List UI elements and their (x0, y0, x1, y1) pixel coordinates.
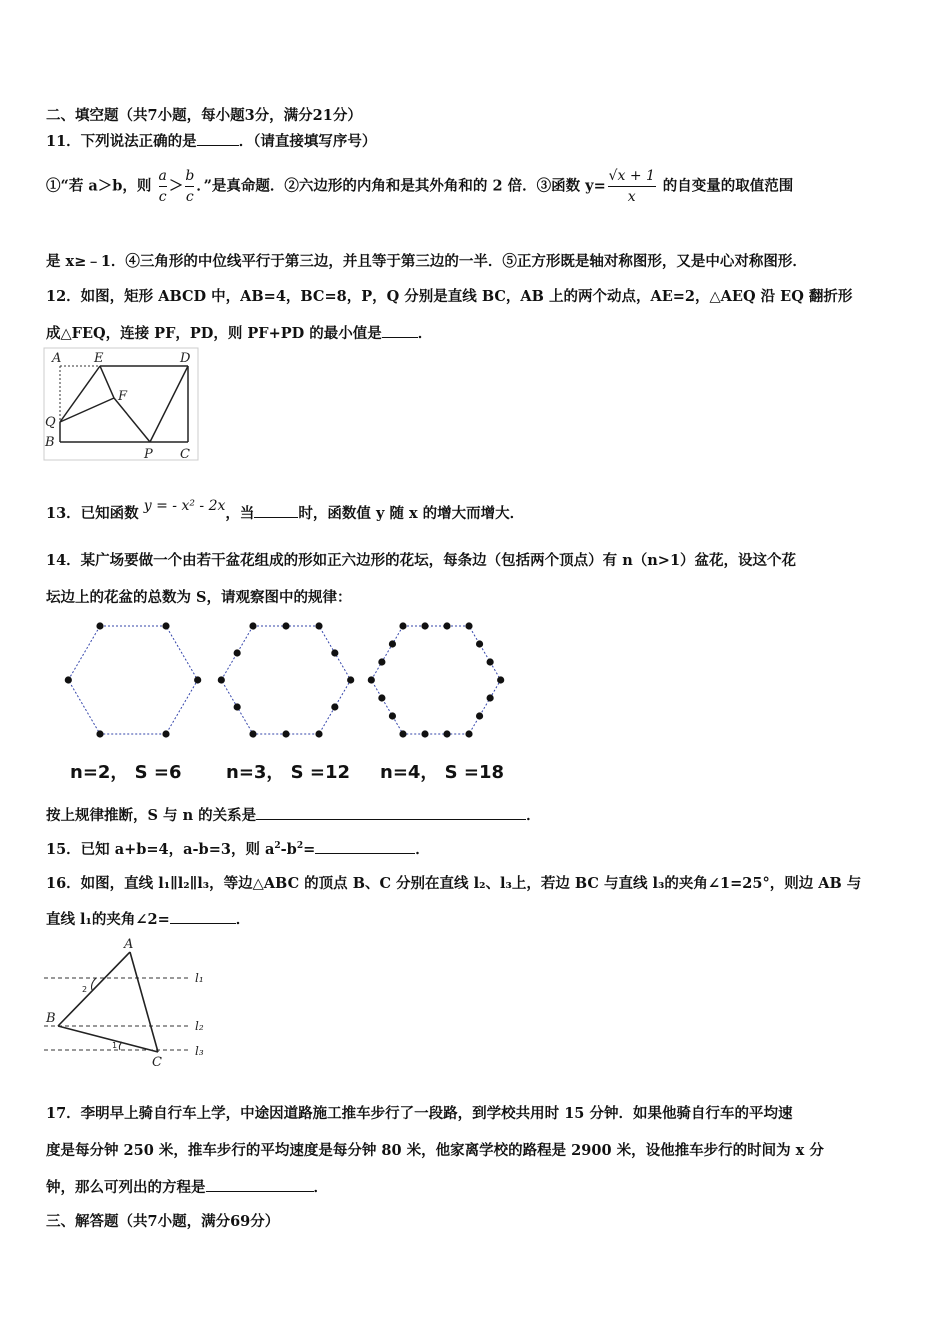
q11-stem-a: 11．下列说法正确的是 (46, 133, 197, 150)
flower-pot-dot (497, 676, 504, 683)
q17-answer-blank (206, 1177, 314, 1192)
flower-pot-dot (476, 640, 483, 647)
q12-line1: 12．如图，矩形 ABCD 中，AB=4，BC=8，P，Q 分别是直线 BC，AB 上的两个动点，AE=2，△AEQ 沿 EQ 翻折形 (46, 288, 853, 305)
label-l1: l₁ (195, 971, 204, 985)
flower-pot-dot (476, 712, 483, 719)
flower-pot-dot (487, 658, 494, 665)
q14-line1: 14．某广场要做一个由若干盆花组成的形如正六边形的花坛，每条边（包括两个顶点）有 n（n>1）盆花，设这个花 (46, 552, 797, 569)
q14-line2: 坛边上的花盆的总数为 S，请观察图中的规律： (46, 589, 352, 606)
flower-pot-dot (249, 622, 256, 629)
label-b: B (45, 435, 55, 450)
segment-ac (130, 952, 158, 1052)
flower-pot-dot (421, 730, 428, 737)
hexagons (65, 622, 505, 737)
q16-answer-blank (170, 909, 236, 924)
label-c: C (180, 447, 190, 462)
figure-frame (44, 348, 198, 460)
flower-pot-dot (315, 730, 322, 737)
flower-pot-dot (399, 730, 406, 737)
flower-pot-dot (162, 730, 169, 737)
q13-formula: y = - x² - 2x (143, 498, 226, 514)
q13-b: ，当 (225, 505, 255, 522)
flower-pot-dot (378, 658, 385, 665)
rectangle-abcd-figure (42, 346, 202, 464)
frac3-num: √x + 1 (608, 168, 655, 184)
label-f: F (118, 389, 128, 404)
segment-ab (58, 952, 130, 1026)
q13-answer-blank (254, 503, 298, 518)
flower-pot-dot (399, 622, 406, 629)
q15-sup2: 2 (296, 841, 304, 852)
q17-line1: 17．李明早上骑自行车上学，中途因道路施工推车步行了一段路，到学校共用时 15 分钟．如果他骑自行车的平均速 (46, 1105, 793, 1122)
q13-c: 时，函数值 y 随 x 的增大而增大． (298, 505, 525, 522)
flower-pot-dot (487, 694, 494, 701)
label-b: B (46, 1011, 56, 1026)
q15-answer-blank (315, 839, 415, 854)
label-p: P (144, 447, 153, 462)
q15-d: ． (415, 841, 430, 858)
flower-pot-dot (282, 622, 289, 629)
flower-pot-dot (347, 676, 354, 683)
flower-pot-dot (282, 730, 289, 737)
fraction-b-over-c (185, 166, 194, 207)
label-d: D (180, 351, 191, 366)
label-q: Q (45, 415, 56, 430)
q11-statement-line (46, 166, 793, 207)
q15-c: = (303, 841, 316, 858)
q17-line3-a: 钟，那么可列出的方程是 (46, 1179, 206, 1196)
frac2-num: b (185, 168, 195, 184)
flower-pot-dot (315, 622, 322, 629)
q11-line3: 是 x≥﹣1．④三角形的中位线平行于第三边，并且等于第三边的一半．⑤正方形既是轴对称图形，又是中心对称图形． (46, 253, 807, 270)
q16-line2 (46, 908, 250, 929)
q12-line2 (46, 322, 432, 343)
flower-pot-dot (96, 622, 103, 629)
q16-line2-b: ． (235, 911, 251, 928)
label-angle-1: 1 (112, 1041, 118, 1050)
flower-pot-dot (465, 622, 472, 629)
frac2-den: c (185, 186, 194, 207)
hexagon-outline-n3 (221, 626, 350, 734)
flower-pot-dot (331, 703, 338, 710)
q14-answer-blank (256, 805, 526, 820)
hexagon-pattern-figure (50, 616, 520, 746)
q11-s1-b: ．”是真命题．②六边形的内角和是其外角和的 2 倍．③函数 y= (196, 177, 606, 195)
segment-pd (150, 366, 188, 442)
segment-ef (100, 366, 114, 398)
section-2-title: 二、填空题（共7小题，每小题3分，满分21分） (46, 107, 362, 124)
q12-line2-b: ． (417, 325, 433, 342)
flower-pot-dot (389, 712, 396, 719)
flower-pot-dot (368, 676, 375, 683)
flower-pot-dot (465, 730, 472, 737)
q11-stem-b: ．（请直接填写序号） (238, 133, 377, 150)
flower-pot-dot (378, 694, 385, 701)
q13-a: 13．已知函数 (46, 505, 139, 522)
q11-stem (46, 130, 376, 151)
flower-pot-dot (421, 622, 428, 629)
q16-line2-a: 直线 l₁的夹角∠2= (46, 911, 170, 928)
frac1-num: a (158, 168, 167, 184)
q17-line3-b: ． (313, 1179, 328, 1196)
flower-pot-dot (443, 622, 450, 629)
frac1-den: c (159, 186, 167, 207)
label-l2: l₂ (195, 1019, 204, 1033)
flower-pot-dot (234, 649, 241, 656)
q17-line2: 度是每分钟 250 米，推车步行的平均速度是每分钟 80 米，他家离学校的路程是 2900 米，设他推车步行的时间为 x 分 (46, 1142, 824, 1159)
fraction-sqrt (608, 166, 656, 207)
segment-fp (114, 398, 150, 442)
q16-line1: 16．如图，直线 l₁∥l₂∥l₃，等边△ABC 的顶点 B、C 分别在直线 l₂、l₃上，若边 BC 与直线 l₃的夹角∠1=25°，则边 AB 与 (46, 875, 862, 892)
flower-pot-dot (234, 703, 241, 710)
q11-s1-a: ①“若 a＞b，则 (46, 177, 152, 195)
greater-than-sign: ＞ (168, 177, 184, 195)
flower-pot-dot (389, 640, 396, 647)
caption-n2: n=2， S =6 (70, 762, 182, 783)
triangle-parallel-lines-figure (40, 934, 220, 1070)
q15-a: 15．已知 a+b=4，a-b=3，则 a (46, 841, 275, 858)
q17-line3 (46, 1176, 328, 1197)
flower-pot-dot (65, 676, 72, 683)
caption-n3: n=3， S =12 (226, 762, 351, 783)
section-3-title: 三、解答题（共7小题，满分69分） (46, 1213, 280, 1230)
q11-answer-blank (197, 131, 239, 146)
q15-sup1: 2 (274, 841, 281, 852)
flower-pot-dot (443, 730, 450, 737)
frac3-den: x (608, 186, 656, 207)
label-l3: l₃ (195, 1044, 204, 1058)
q12-answer-blank (382, 323, 418, 338)
fraction-a-over-c (159, 166, 167, 207)
label-angle-2: 2 (82, 985, 88, 994)
q14-line3-a: 按上规律推断，S 与 n 的关系是 (46, 807, 257, 824)
q14-line3-b: ． (526, 807, 541, 824)
flower-pot-dot (96, 730, 103, 737)
q15-line (46, 838, 430, 859)
q15-b: -b (280, 841, 297, 858)
label-a: A (124, 937, 134, 952)
flower-pot-dot (162, 622, 169, 629)
q12-line2-a: 成△FEQ，连接 PF，PD，则 PF+PD 的最小值是 (46, 325, 382, 342)
flower-pot-dot (331, 649, 338, 656)
hexagon-outline-n2 (68, 626, 197, 734)
segment-bc (58, 1026, 158, 1052)
q14-line3 (46, 804, 541, 825)
flower-pot-dot (194, 676, 201, 683)
q13-line (46, 498, 525, 523)
label-c: C (152, 1055, 162, 1070)
caption-n4: n=4， S =18 (380, 762, 505, 783)
flower-pot-dot (249, 730, 256, 737)
label-e: E (94, 351, 104, 366)
q11-s1-c: 的自变量的取值范围 (662, 177, 794, 195)
flower-pot-dot (218, 676, 225, 683)
label-a: A (52, 351, 62, 366)
